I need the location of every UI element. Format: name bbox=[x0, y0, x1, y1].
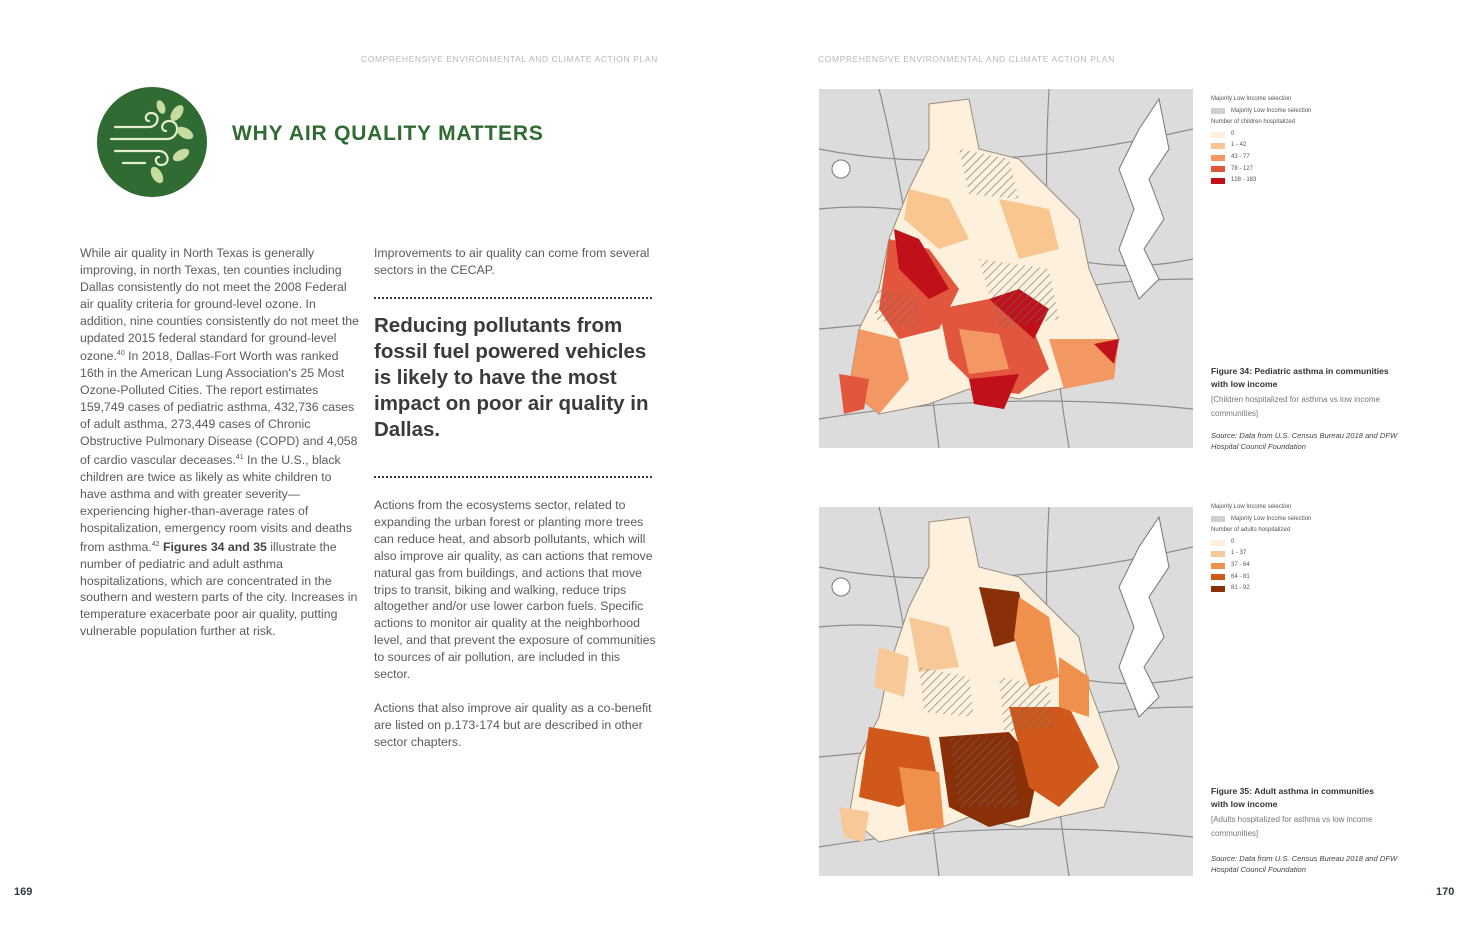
legend-row: 128 - 183 bbox=[1211, 175, 1311, 187]
legend-title: Majority Low Income selection bbox=[1211, 96, 1292, 102]
figure-35-map bbox=[819, 507, 1193, 876]
legend-row: 0 bbox=[1211, 537, 1311, 549]
legend-row: 37 - 64 bbox=[1211, 560, 1311, 572]
map-35-graphic bbox=[819, 507, 1193, 876]
figure-34-source: Source: Data from U.S. Census Bureau 2018 and DFW Hospital Council Foundation bbox=[1211, 431, 1398, 451]
legend-row: 78 - 127 bbox=[1211, 164, 1311, 176]
figure-34-legend bbox=[1211, 94, 1311, 187]
right-column-text bbox=[374, 497, 656, 751]
section-badge bbox=[97, 87, 207, 197]
wind-leaves-icon bbox=[97, 87, 207, 197]
legend-count-title: Number of children hospitalized bbox=[1211, 119, 1296, 126]
body-paragraph: While air quality in North Texas is generally improving, in north Texas, ten counties including Dallas consistently do not meet the 2008 Federal air quality criteria for ground-level ozone. In addition, nine counties consistently do not meet the updated 2015 federal standard for ground-level ozone.$^{40}$ In 2018, Dallas-Fort Worth was ranked 16th in the American Lung Association's 25 Most Ozone-Polluted Cities. The report estimates 159,749 cases of pediatric asthma, 432,736 cases of adult asthma, 273,449 cases of Chronic Obstructive Pulmonary Disease (COPD) and 4,058 of cardio vascular deceases.$^{41}$ In the U.S., black children are twice as likely as white children to have asthma and with greater severity—experiencing higher-than-average rates of hospitalization, emergency room visits and deaths from asthma.$^{42}$ Figures 34 and 35 illustrate the number of pediatric and adult asthma hospitalizations, which are concentrated in the southern and western parts of the city. Increases in temperature exacerbate poor air quality, putting vulnerable population further at risk. bbox=[80, 246, 359, 639]
figure-34-map bbox=[819, 89, 1193, 448]
legend-row: 1 - 42 bbox=[1211, 140, 1311, 152]
body-paragraph: Actions that also improve air quality as a co-benefit are listed on p.173-174 but are described in other sector chapters. bbox=[374, 700, 652, 749]
legend-swatch bbox=[1211, 108, 1225, 114]
legend-swatch bbox=[1211, 516, 1225, 522]
legend-swatch bbox=[1211, 551, 1225, 557]
legend-title: Majority Low Income selection bbox=[1211, 504, 1292, 510]
legend-hatch-row: Majority Low Income selection bbox=[1211, 106, 1311, 118]
legend-swatch bbox=[1211, 586, 1225, 592]
figure-34-subtitle: [Children hospitalized for asthma vs low income communities] bbox=[1211, 395, 1380, 418]
body-paragraph: Actions from the ecosystems sector, related to expanding the urban forest or planting more trees can reduce heat, and absorb pollutants, which will also improve air quality, as can actions that remove natural gas from buildings, and actions that move trips to transit, biking and walking, reduce trips altogether and/or use lower carbon fuels. Specific actions to monitor air quality at the neighborhood level, and that prevent the exposure of communities to sources of air pollution, are included in this sector. bbox=[374, 498, 656, 682]
legend-swatch bbox=[1211, 155, 1225, 161]
legend-swatch bbox=[1211, 166, 1225, 172]
figure-34-title: Figure 34: Pediatric asthma in communities with low income bbox=[1211, 366, 1389, 389]
running-head-left: COMPREHENSIVE ENVIRONMENTAL AND CLIMATE ACTION PLAN bbox=[361, 54, 658, 64]
running-head-right: COMPREHENSIVE ENVIRONMENTAL AND CLIMATE ACTION PLAN bbox=[818, 54, 1115, 64]
figure-35-subtitle: [Adults hospitalized for asthma vs low income communities] bbox=[1211, 815, 1373, 838]
legend-swatch bbox=[1211, 143, 1225, 149]
divider-bottom bbox=[374, 476, 652, 478]
legend-row: 64 - 81 bbox=[1211, 572, 1311, 584]
left-column-text bbox=[80, 245, 360, 640]
legend-swatch bbox=[1211, 540, 1225, 546]
legend-hatch-row: Majority Low Income selection bbox=[1211, 514, 1311, 526]
legend-swatch bbox=[1211, 574, 1225, 580]
figure-35-title: Figure 35: Adult asthma in communities with low income bbox=[1211, 786, 1374, 809]
map-34-graphic bbox=[819, 89, 1193, 448]
page-number-right: 170 bbox=[1436, 886, 1455, 898]
legend-swatch bbox=[1211, 178, 1225, 184]
figure-35-legend bbox=[1211, 502, 1311, 595]
legend-row: 43 - 77 bbox=[1211, 152, 1311, 164]
legend-swatch bbox=[1211, 132, 1225, 138]
legend-swatch bbox=[1211, 563, 1225, 569]
legend-row: 81 - 92 bbox=[1211, 583, 1311, 595]
section-title: WHY AIR QUALITY MATTERS bbox=[232, 122, 544, 145]
divider-top bbox=[374, 297, 652, 299]
intro-paragraph: Improvements to air quality can come from several sectors in the CECAP. bbox=[374, 246, 650, 277]
pull-quote: Reducing pollutants from fossil fuel powered vehicles is likely to have the most impact on poor air quality in Dallas. bbox=[374, 314, 649, 441]
legend-row: 1 - 37 bbox=[1211, 548, 1311, 560]
legend-row: 0 bbox=[1211, 129, 1311, 141]
page-number-left: 169 bbox=[14, 886, 33, 898]
legend-count-title: Number of adults hospitalized bbox=[1211, 527, 1291, 534]
figure-35-source: Source: Data from U.S. Census Bureau 2018 and DFW Hospital Council Foundation bbox=[1211, 854, 1398, 874]
